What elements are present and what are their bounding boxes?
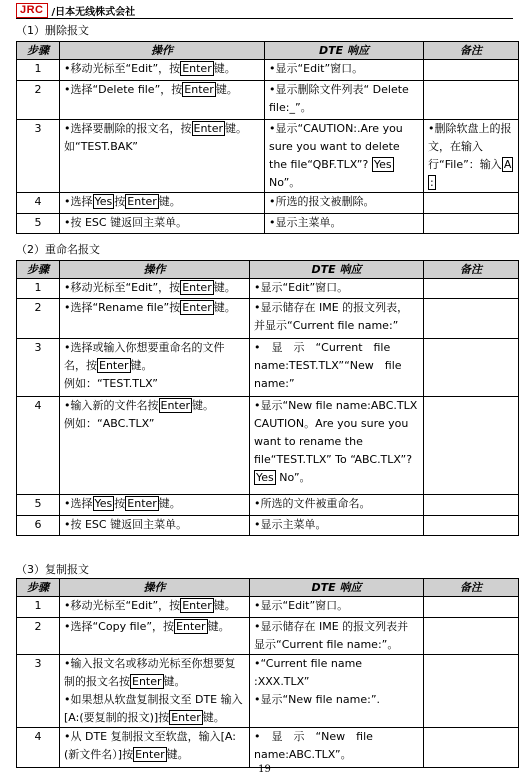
table-row — [17, 299, 519, 339]
enter-key: Enter — [182, 62, 212, 75]
section-title: （3）复制报文 — [16, 563, 89, 576]
step-number: 1 — [17, 279, 60, 299]
step-number: 3 — [17, 655, 60, 728]
enter-key: Enter — [171, 711, 201, 724]
step-number: 2 — [17, 81, 60, 120]
note-cell — [424, 516, 519, 536]
operation-cell — [60, 279, 250, 299]
operation-text: •选择“Delete file”，按 — [64, 83, 183, 96]
enter-key: Enter — [135, 748, 165, 761]
col-header-dte-response: DTE 响应 — [250, 261, 424, 279]
table-row — [17, 60, 519, 81]
dte-response-cell: •所选的文件被重命名。 — [250, 495, 424, 516]
header-rule — [16, 18, 513, 19]
dte-response-cell: •所选的报文被删除。 — [265, 193, 424, 214]
step-number: 3 — [17, 339, 60, 397]
operation-cell — [60, 495, 250, 516]
dte-response-cell: •显示储存在 IME 的报文列表并显示“Current file name:”。 — [250, 618, 424, 655]
operation-cell — [60, 81, 265, 120]
note-cell — [424, 193, 519, 214]
table-row — [17, 597, 519, 618]
dte-response-cell — [250, 655, 424, 728]
note-cell — [424, 495, 519, 516]
dte-response-cell: • 显 示 “New file name:ABC.TLX”。 — [250, 728, 424, 768]
dte-response-cell: •显示“Edit”窗口。 — [250, 597, 424, 618]
col-header-step: 步骤 — [17, 579, 60, 597]
enter-key: Enter — [132, 675, 162, 688]
step-number: 3 — [17, 120, 60, 193]
operation-cell: •按 ESC 键返回主菜单。 — [60, 214, 265, 234]
operation-cell — [60, 193, 265, 214]
note-cell — [424, 655, 519, 728]
operation-text: 按 — [114, 195, 126, 208]
operation-text: 键。 — [215, 83, 238, 96]
jrc-logo: JRC — [16, 3, 48, 18]
dte-response-text: •显示“New file name:”. — [254, 693, 381, 706]
operation-text: 键。 — [213, 301, 236, 314]
col-header-operation: 操作 — [60, 579, 250, 597]
table-row — [17, 120, 519, 193]
enter-key: Enter — [176, 620, 206, 633]
enter-key: Enter — [182, 599, 212, 612]
col-header-operation: 操作 — [60, 261, 250, 279]
dte-response-cell: • 显 示 “Current file name:TEST.TLX”“New file name:” — [250, 339, 424, 397]
col-header-note: 备注 — [424, 42, 519, 60]
dte-response-cell — [265, 120, 424, 193]
procedure-table — [16, 578, 519, 768]
operation-text: •输入新的文件名按 — [64, 399, 159, 412]
note-cell — [424, 618, 519, 655]
operation-text: 键。如“TEST.BAK” — [64, 122, 248, 153]
step-number: 2 — [17, 618, 60, 655]
col-header-step: 步骤 — [17, 261, 60, 279]
note-cell — [424, 597, 519, 618]
col-header-step: 步骤 — [17, 42, 60, 60]
section-title: （1）删除报文 — [16, 24, 89, 37]
procedure-table — [16, 41, 519, 234]
dte-response-cell: •显示主菜单。 — [250, 516, 424, 536]
col-header-operation: 操作 — [60, 42, 265, 60]
operation-text: •选择 — [64, 497, 93, 510]
dte-response-cell — [250, 397, 424, 495]
dte-response-text: •显示“CAUTION:.Are you sure you want to delete the file“QBF.TLX”? — [269, 122, 403, 171]
enter-key: Enter — [127, 497, 157, 510]
table-row — [17, 279, 519, 299]
dte-response-cell: •显示“Edit”窗口。 — [250, 279, 424, 299]
operation-text: 键。 — [213, 281, 236, 294]
operation-text: 键。 — [166, 748, 189, 761]
dte-response-cell: •显示“Edit”窗口。 — [265, 60, 424, 81]
dte-response-cell: •显示删除文件列表“ Delete file:_”。 — [265, 81, 424, 120]
dte-response-text: •“Current file name :XXX.TLX” — [254, 657, 363, 688]
note-cell — [424, 81, 519, 120]
operation-text: 键。 — [158, 195, 181, 208]
note-cell — [424, 120, 519, 193]
operation-text: •从 DTE 复制报文至软盘，输入[A:(新文件名）]按 — [64, 730, 236, 761]
enter-key: Enter — [193, 122, 224, 135]
operation-cell: •按 ESC 键返回主菜单。 — [60, 516, 250, 536]
operation-cell — [60, 60, 265, 81]
step-number: 1 — [17, 60, 60, 81]
table-header-row — [17, 42, 519, 60]
operation-text: •选择“Rename file”按 — [64, 301, 181, 314]
operation-text: •输入报文名或移动光标至你想要复制的报文名按 — [64, 657, 236, 688]
enter-key: Enter — [182, 301, 212, 314]
col-header-note: 备注 — [424, 579, 519, 597]
dte-response-text: No”。 — [275, 471, 311, 484]
yes-key: Yes — [256, 471, 274, 484]
enter-key: Enter — [127, 195, 157, 208]
example-text: 例如：“ABC.TLX” — [64, 417, 155, 430]
table-row — [17, 81, 519, 120]
table-row — [17, 214, 519, 234]
operation-cell — [60, 339, 250, 397]
step-number: 4 — [17, 397, 60, 495]
table-row — [17, 516, 519, 536]
table-row — [17, 728, 519, 768]
operation-text: 键。 — [202, 711, 225, 724]
step-number: 4 — [17, 193, 60, 214]
company-name: /日本无线株式会社 — [51, 7, 136, 18]
a-key: A — [503, 158, 512, 171]
operation-text: 键。 — [163, 675, 186, 688]
step-number: 5 — [17, 495, 60, 516]
example-text: 例如：“TEST.TLX” — [64, 377, 158, 390]
note-cell — [424, 299, 519, 339]
page-number: 19 — [258, 764, 271, 775]
table-row — [17, 193, 519, 214]
table-row — [17, 397, 519, 495]
yes-key: Yes — [94, 195, 113, 208]
operation-text: 按 — [114, 497, 126, 510]
note-cell — [424, 397, 519, 495]
enter-key: Enter — [184, 83, 214, 96]
operation-text: 键。 — [192, 399, 215, 412]
note-cell — [424, 339, 519, 397]
enter-key: Enter — [99, 359, 129, 372]
operation-cell — [60, 655, 250, 728]
operation-text: 键。 — [158, 497, 181, 510]
operation-cell — [60, 299, 250, 339]
dte-response-cell: •显示储存在 IME 的报文列表，并显示“Current file name:” — [250, 299, 424, 339]
operation-text: •移动光标至“Edit”，按 — [64, 599, 181, 612]
operation-text: •选择要删除的报文名，按 — [64, 122, 192, 135]
step-number: 2 — [17, 299, 60, 339]
operation-cell — [60, 397, 250, 495]
step-number: 4 — [17, 728, 60, 768]
operation-text: •移动光标至“Edit”，按 — [64, 281, 181, 294]
section-title: （2）重命名报文 — [16, 243, 100, 256]
table-row — [17, 655, 519, 728]
step-number: 5 — [17, 214, 60, 234]
enter-key: Enter — [182, 281, 212, 294]
table-row — [17, 495, 519, 516]
step-number: 6 — [17, 516, 60, 536]
enter-key: Enter — [160, 399, 191, 412]
yes-key: Yes — [94, 497, 113, 510]
note-cell — [424, 728, 519, 768]
col-header-note: 备注 — [424, 261, 519, 279]
operation-text: •选择“Copy file”，按 — [64, 620, 175, 633]
dte-response-text: •显示“New file name:ABC.TLX CAUTION。Are you sure you want to rename the file“TEST.TLX” To “ABC.TLX”? — [254, 399, 418, 466]
operation-text: 键。 — [130, 359, 153, 372]
col-header-dte-response: DTE 响应 — [265, 42, 424, 60]
operation-cell — [60, 597, 250, 618]
operation-cell — [60, 728, 250, 768]
note-cell — [424, 279, 519, 299]
operation-text: 键。 — [213, 599, 236, 612]
note-text: •删除软盘上的报文，在输入行“File”：输入 — [428, 122, 512, 171]
procedure-table — [16, 260, 519, 536]
operation-text: 键。 — [213, 62, 236, 75]
table-row — [17, 618, 519, 655]
note-cell — [424, 214, 519, 234]
step-number: 1 — [17, 597, 60, 618]
operation-cell — [60, 120, 265, 193]
table-header-row — [17, 261, 519, 279]
operation-text: •如果想从软盘复制报文至 DTE 输入[A:(要复制的报文)]按 — [64, 693, 243, 724]
page-header — [16, 3, 135, 18]
operation-cell — [60, 618, 250, 655]
table-header-row — [17, 579, 519, 597]
dte-response-cell: •显示主菜单。 — [265, 214, 424, 234]
colon-key: : — [430, 176, 434, 189]
operation-text: 键。 — [207, 620, 230, 633]
operation-text: •选择或输入你想要重命名的文件名，按 — [64, 341, 225, 372]
note-cell — [424, 60, 519, 81]
yes-key: Yes — [373, 158, 392, 171]
col-header-dte-response: DTE 响应 — [250, 579, 424, 597]
dte-response-text: No”。 — [269, 176, 301, 189]
operation-text: •选择 — [64, 195, 93, 208]
table-row — [17, 339, 519, 397]
operation-text: •移动光标至“Edit”，按 — [64, 62, 181, 75]
